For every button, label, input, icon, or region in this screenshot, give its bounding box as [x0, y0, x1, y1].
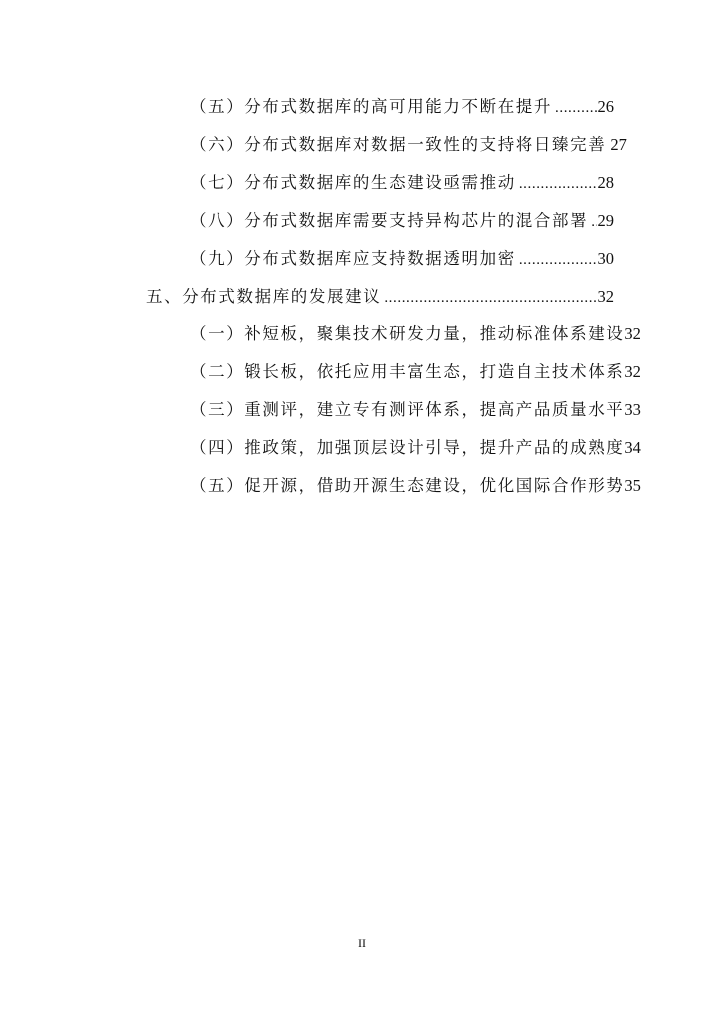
- toc-entry-title: （七）分布式数据库的生态建设亟需推动: [190, 173, 516, 192]
- toc-entry-6-5[interactable]: [190, 474, 641, 498]
- toc-entry-title: （四）推政策，加强顶层设计引导，提升产品的成熟度: [190, 438, 625, 457]
- toc-entry-title: （五）分布式数据库的高可用能力不断在提升: [190, 97, 552, 116]
- toc-entry-title: （八）分布式数据库需要支持异构芯片的混合部署: [190, 211, 589, 230]
- toc-entry-5-8[interactable]: [190, 209, 614, 234]
- toc-entry-title: （三）重测评，建立专有测评体系，提高产品质量水平: [190, 400, 625, 419]
- toc-entry-6-4[interactable]: [190, 436, 641, 460]
- toc-entry-page: 32: [624, 362, 641, 381]
- toc-entry-page: 29: [597, 211, 614, 230]
- dot-leader: [591, 210, 596, 234]
- toc-entry-title: 五、分布式数据库的发展建议: [146, 287, 382, 306]
- toc-entry-6-2[interactable]: [190, 360, 641, 384]
- toc-entry-page: 28: [597, 173, 614, 192]
- toc-entry-6-1[interactable]: [190, 322, 641, 346]
- dot-leader: [519, 172, 597, 196]
- toc-entry-chapter-5[interactable]: [146, 285, 614, 310]
- toc-entry-page: 33: [624, 400, 641, 419]
- dot-leader: [384, 286, 596, 310]
- toc-entry-title: （六）分布式数据库对数据一致性的支持将日臻完善: [190, 135, 607, 154]
- toc-entry-page: 26: [597, 97, 614, 116]
- page-number: II: [358, 936, 366, 950]
- toc-entry-5-5[interactable]: [190, 95, 614, 120]
- toc-entry-title: （五）促开源，借助开源生态建设，优化国际合作形势: [190, 476, 625, 495]
- toc-entry-page: 30: [597, 249, 614, 268]
- toc-entry-title: （九）分布式数据库应支持数据透明加密: [190, 249, 516, 268]
- toc-entry-page: 34: [624, 438, 641, 457]
- toc-entry-page: 32: [624, 324, 641, 343]
- toc-entry-page: 35: [624, 476, 641, 495]
- toc-entry-page: 27: [610, 135, 627, 154]
- toc-entry-title: （二）锻长板，依托应用丰富生态，打造自主技术体系: [190, 362, 625, 381]
- toc-entry-6-3[interactable]: [190, 398, 641, 422]
- toc-entry-title: （一）补短板，聚集技术研发力量，推动标准体系建设: [190, 324, 625, 343]
- toc-entry-5-6[interactable]: [190, 133, 627, 158]
- toc-entry-page: 32: [597, 287, 614, 306]
- dot-leader: [555, 96, 597, 120]
- toc-entry-5-7[interactable]: [190, 171, 614, 196]
- dot-leader: [519, 248, 597, 272]
- toc-entry-5-9[interactable]: [190, 247, 614, 272]
